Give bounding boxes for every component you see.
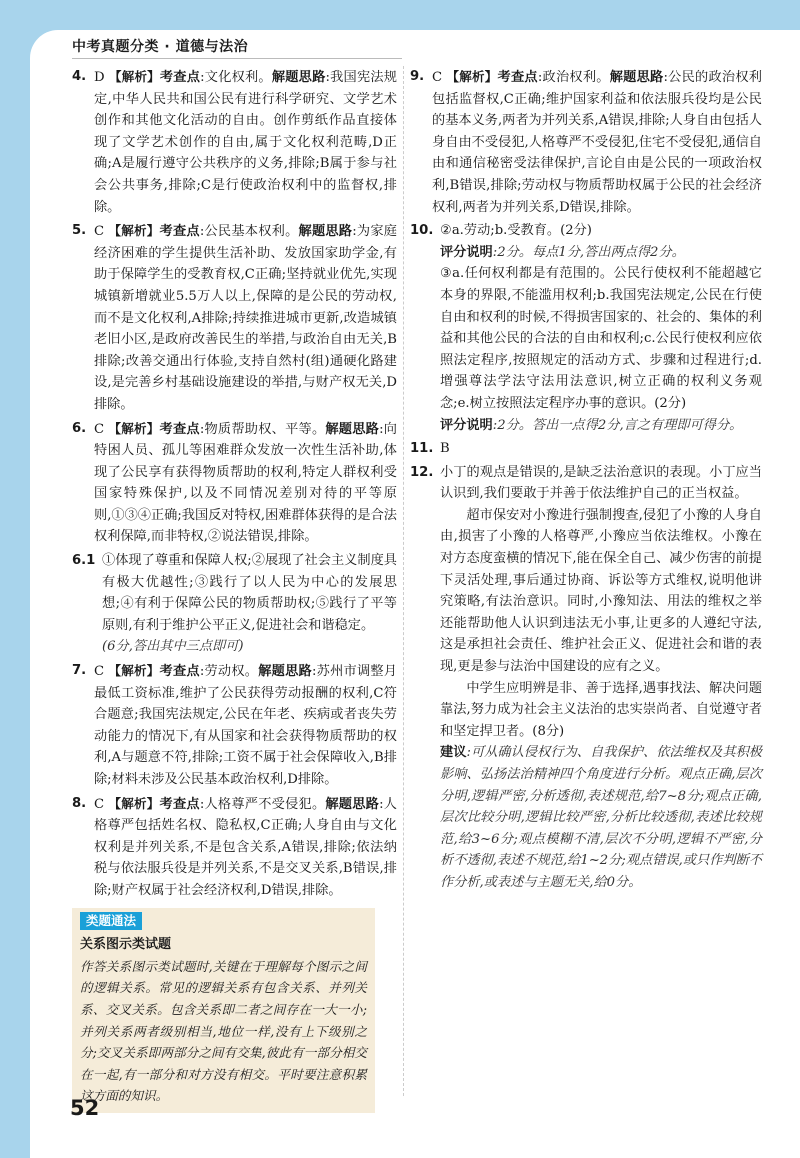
answer-item-4 bbox=[72, 66, 397, 218]
item-text: :苏州市调整月最低工资标准,维护了公民获得劳动报酬的权利,C符合题意;我国宪法规定,公民在年老、疾病或者丧失劳动能力的情况下,有从国家和社会获得物质帮助的权利,A与题意不符,排除;工资不属于社会保障收入,B排除;材料未涉及公民基本政治权利,D排除。 bbox=[94, 664, 397, 787]
keyword-label: 考查点 bbox=[497, 70, 538, 85]
keyword-label: 评分说明 bbox=[440, 244, 493, 260]
item-text: ③a.任何权利都是有范围的。公民行使权利不能超越它本身的界限,不能滥用权利;b.我国宪法规定,公民在行使自由和权利的时候,不得损害国家的、社会的、集体的利益和其他公民的合法的自由和权利;c.公民行使权利应依照法定程序,按照规定的活动方式、步骤和过程进行;d.增强尊法学法守法用法意识,树立正确的权利义务观念;e.树立按照法定程序办事的意识。(2分) bbox=[440, 266, 762, 411]
item-number: 6.1 bbox=[72, 553, 96, 569]
keyword-label: 考查点 bbox=[159, 224, 200, 240]
item-text: :劳动权。 bbox=[199, 664, 259, 680]
answer-item-10 bbox=[410, 220, 762, 436]
answer-item-6-1 bbox=[72, 550, 397, 658]
item-text: :政治权利。 bbox=[537, 70, 610, 85]
keyword-label: 解题思路 bbox=[325, 421, 380, 437]
analysis-tag: 【解析】 bbox=[108, 420, 160, 436]
page-header: 中考真题分类 · 道德与法治 bbox=[72, 39, 249, 55]
item-paragraph: 超市保安对小豫进行强制搜查,侵犯了小豫的人身自由,损害了小豫的人格尊严,小豫应当依法维权。小豫在对方态度蛮横的情况下,能在保全自己、减少伤害的前提下灵活处理,事后通过协商、诉讼等方式维权,说明他讲究策略,有法治意识。同时,小豫知法、用法的维权之举还能帮助他人认识到违法无小事,让更多的人遵纪守法,这是承担社会责任、维护社会正义、促进社会和谐的表现,更是参与法治中国建设的应有之义。 bbox=[440, 507, 762, 675]
keyword-label: 评分说明 bbox=[440, 417, 493, 433]
item-text: 小丁的观点是错误的,是缺乏法治意识的表现。小丁应当认识到,我们要敢于并善于依法维护自己的正当权益。 bbox=[440, 464, 762, 502]
analysis-tag: 【解析】 bbox=[108, 795, 160, 811]
item-answer: B bbox=[440, 441, 450, 457]
answer-item-11 bbox=[410, 438, 762, 460]
scoring-note: :2分。每点1分,答出两点得2分。 bbox=[492, 244, 685, 260]
item-number: 10. bbox=[410, 223, 434, 239]
item-number: 6. bbox=[72, 420, 87, 436]
item-text: :向特困人员、孤儿等困难群众发放一次性生活补助,体现了公民享有获得物质帮助的权利,特定人群权利受国家特殊保护,以及不同情况差别对待的平等原则,①③④正确;我国反对特权,困难群体获得的是合法权利保障,而非特权,②说法错误,排除。 bbox=[94, 421, 397, 545]
method-tip-body: 作答关系图示类试题时,关键在于理解每个图示之间的逻辑关系。常见的逻辑关系有包含关系、并列关系、交叉关系。包含关系即二者之间存在一大一小;并列关系两者级别相当,地位一样,没有上下级别之分;交叉关系即两部分之间有交集,彼此有一部分相交在一起,有一部分和对方没有相交。平时要注意积累这方面的知识。 bbox=[80, 958, 367, 1104]
analysis-tag: 【解析】 bbox=[108, 663, 160, 679]
left-column bbox=[72, 66, 397, 1113]
scoring-note: :可从确认侵权行为、自我保护、依法维权及其积极影响、弘扬法治精神四个角度进行分析。观点正确,层次分明,逻辑严密,分析透彻,表述规范,给7~8分;观点正确,层次比较分明,逻辑比较严密,分析比较透彻,表述比较规范,给3~6分;观点模糊不清,层次不分明,逻辑不严密,分析不透彻,表述不规范,给1~2分;观点错误,或只作判断不作分析,或表述与主题无关,给0分。 bbox=[440, 745, 762, 890]
method-tip-tag: 类题通法 bbox=[80, 912, 142, 930]
item-text: :物质帮助权、平等。 bbox=[199, 421, 326, 437]
item-number: 9. bbox=[410, 69, 425, 84]
answer-item-9 bbox=[410, 66, 762, 218]
analysis-tag: 【解析】 bbox=[446, 69, 498, 84]
scoring-note: :2分。答出一点得2分,言之有理即可得分。 bbox=[492, 417, 743, 433]
item-text: :公民的政治权利包括监督权,C正确;维护国家利益和依法服兵役均是公民的基本义务,两者为并列关系,A错误,排除;人身自由包括人身自由不受侵犯,人格尊严不受侵犯,住宅不受侵犯,通信自由和通信秘密受法律保护,言论自由是公民的一项政治权利,B错误,排除;劳动权与物质帮助权属于公民的社会经济权利,两者为并列关系,D错误,排除。 bbox=[432, 70, 762, 215]
item-answer: C bbox=[432, 70, 443, 85]
item-number: 12. bbox=[410, 464, 434, 480]
answer-item-12 bbox=[410, 462, 762, 894]
keyword-label: 考查点 bbox=[159, 664, 200, 680]
item-text: :我国宪法规定,中华人民共和国公民有进行科学研究、文学艺术创作和其他文化活动的自由。创作剪纸作品直接体现了文学艺术创作的自由,属于文化权利范畴,D正确;A是履行遵守公共秩序的义务,排除;B属于参与社会公共事务,排除;C是行使政治权利中的监督权,排除。 bbox=[94, 70, 397, 215]
item-text: :文化权利。 bbox=[200, 70, 272, 85]
item-text: ②a.劳动;b.受教育。(2分) bbox=[440, 223, 592, 239]
page-sheet bbox=[30, 30, 800, 1158]
item-answer: C bbox=[94, 664, 105, 680]
answer-item-7 bbox=[72, 660, 397, 791]
item-answer: D bbox=[94, 70, 105, 85]
item-number: 4. bbox=[72, 69, 87, 84]
item-number: 8. bbox=[72, 795, 87, 811]
keyword-label: 考查点 bbox=[159, 796, 200, 812]
answer-item-8 bbox=[72, 793, 397, 902]
item-number: 11. bbox=[410, 441, 434, 457]
right-column bbox=[410, 66, 762, 896]
item-number: 7. bbox=[72, 663, 87, 679]
keyword-label: 解题思路 bbox=[609, 70, 664, 85]
keyword-label: 解题思路 bbox=[298, 224, 353, 240]
item-answer: C bbox=[94, 224, 105, 240]
scoring-note: (6分,答出其中三点即可) bbox=[102, 639, 244, 655]
column-divider bbox=[403, 66, 405, 1096]
analysis-tag: 【解析】 bbox=[108, 223, 160, 239]
keyword-label: 建议 bbox=[440, 745, 467, 761]
item-text: ①体现了尊重和保障人权;②展现了社会主义制度具有极大优越性;③践行了以人民为中心的发展思想;④有利于保障公民的物质帮助权;⑤践行了平等原则,有利于维护公平正义,促进社会和谐稳定。 bbox=[102, 553, 397, 633]
header-rule bbox=[72, 58, 402, 59]
item-number: 5. bbox=[72, 223, 87, 239]
item-answer: C bbox=[94, 796, 105, 812]
item-text: :人格尊严包括姓名权、隐私权,C正确;人身自由与文化权利是并列关系,不是包含关系,A错误,排除;依法纳税与依法服兵役是并列关系,不是交叉关系,B错误,排除;财产权属于社会经济权利,D错误,排除。 bbox=[94, 796, 397, 898]
analysis-tag: 【解析】 bbox=[109, 69, 160, 84]
method-tip-box bbox=[72, 908, 375, 1113]
item-answer: C bbox=[94, 421, 105, 437]
answer-item-5 bbox=[72, 220, 397, 415]
keyword-label: 解题思路 bbox=[325, 796, 380, 812]
item-text: :公民基本权利。 bbox=[199, 224, 299, 240]
item-text: :为家庭经济困难的学生提供生活补助、发放国家助学金,有助于保障学生的受教育权,C正确;坚持就业优先,实现城镇新增就业5.5万人以上,保障的是公民的劳动权,而不是文化权利,A排除;持续推进城市更新,改造城镇老旧小区,是政府改善民生的举措,与政治自由无关,B排除;改善交通出行体验,支持自然村(组)通硬化路建设,是完善乡村基础设施建设的举措,与财产权无关,D排除。 bbox=[94, 224, 397, 412]
keyword-label: 考查点 bbox=[159, 70, 201, 85]
item-text: :人格尊严不受侵犯。 bbox=[199, 796, 326, 812]
answer-item-6 bbox=[72, 418, 397, 549]
keyword-label: 解题思路 bbox=[271, 70, 326, 85]
item-paragraph: 中学生应明辨是非、善于选择,遇事找法、解决问题靠法,努力成为社会主义法治的忠实崇尚者、自觉遵守者和坚定捍卫者。(8分) bbox=[440, 680, 762, 739]
page-number: 52 bbox=[70, 1096, 100, 1120]
keyword-label: 考查点 bbox=[159, 421, 200, 437]
keyword-label: 解题思路 bbox=[258, 664, 312, 680]
method-tip-title: 关系图示类试题 bbox=[80, 937, 172, 953]
